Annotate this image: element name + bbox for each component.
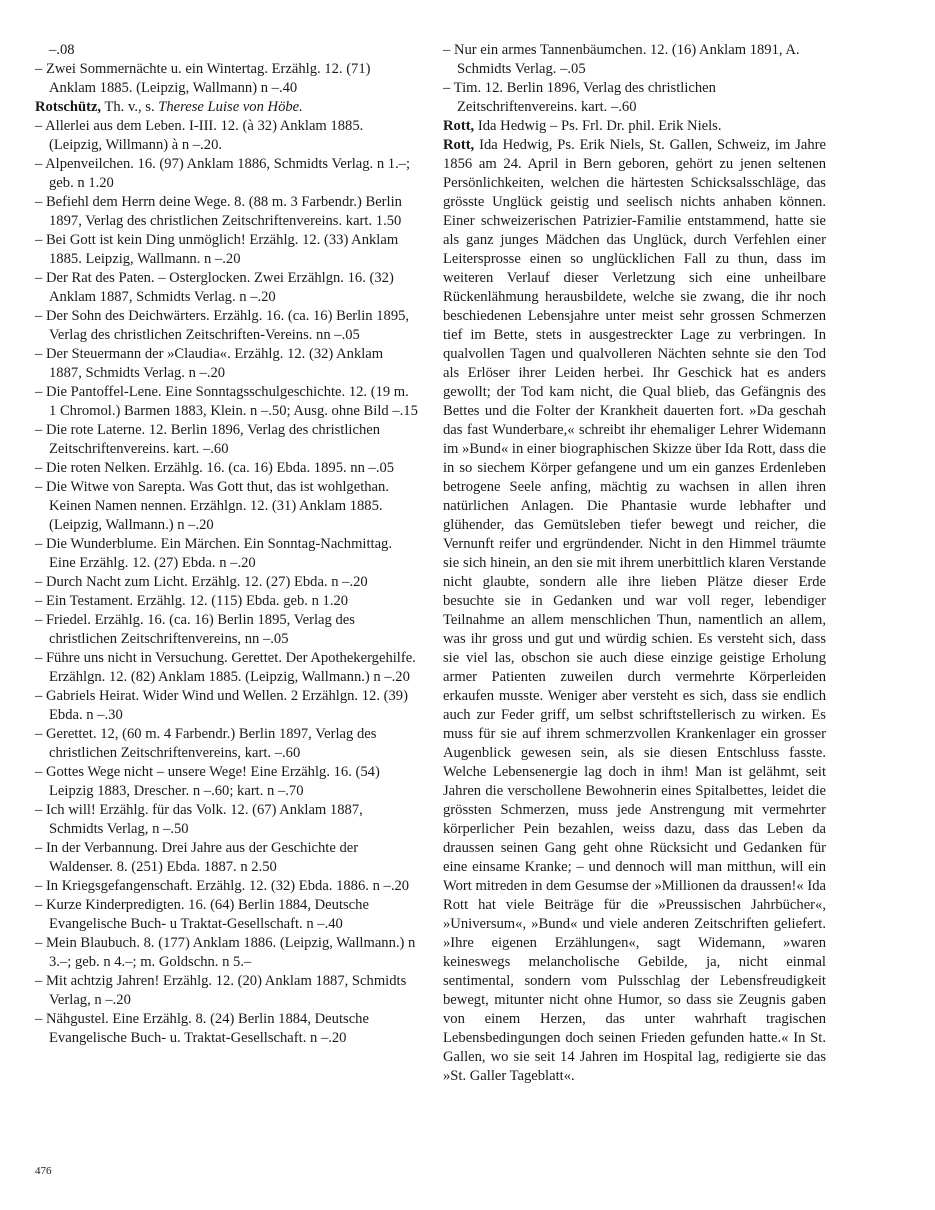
bibliography-entry: – Der Rat des Paten. – Osterglocken. Zwei Erzählgn. 16. (32) Anklam 1887, Schmidts Verlag. n –.20	[35, 270, 394, 305]
bibliography-entry: – Nur ein armes Tannenbäumchen. 12. (16) Anklam 1891, A. Schmidts Verlag. –.05	[443, 42, 800, 77]
bibliography-entry: – Allerlei aus dem Leben. I-III. 12. (à 32) Anklam 1885. (Leipzig, Willmann) à n –.20.	[35, 118, 364, 153]
bibliography-entry: – Bei Gott ist kein Ding unmöglich! Erzählg. 12. (33) Anklam 1885. Leipzig, Wallmann. n –.20	[35, 232, 399, 267]
bibliography-entry: – Nähgustel. Eine Erzählg. 8. (24) Berlin 1884, Deutsche Evangelische Buch- u. Traktat-Gesellschaft. n –.20	[35, 1011, 369, 1046]
bibliography-entry: – Der Steuermann der »Claudia«. Erzählg. 12. (32) Anklam 1887, Schmidts Verlag. n –.20	[35, 346, 384, 381]
bibliography-entry: – Alpenveilchen. 16. (97) Anklam 1886, Schmidts Verlag. n 1.–; geb. n 1.20	[35, 156, 411, 191]
bibliography-entry: – Die Wunderblume. Ein Märchen. Ein Sonntag-Nachmittag. Eine Erzählg. 12. (27) Ebda. n –.20	[35, 536, 393, 571]
bibliography-entry: – Kurze Kinderpredigten. 16. (64) Berlin 1884, Deutsche Evangelische Buch- u Traktat-Gesellschaft. n –.40	[35, 897, 369, 932]
author-rest: Ida Hedwig – Ps. Frl. Dr. phil. Erik Niels.	[474, 118, 722, 134]
right-column	[443, 41, 826, 1086]
left-column	[35, 41, 419, 1048]
bibliography-entry: – Die Witwe von Sarepta. Was Gott thut, das ist wohlgethan. Keinen Namen nennen. Erzählgn. 12. (31) Anklam 1885. (Leipzig, Wallmann.) n –.20	[35, 479, 389, 533]
author-name: Rotschütz,	[35, 99, 102, 115]
entry-list-b	[35, 117, 419, 1048]
bibliography-entry: – Zwei Sommernächte u. ein Wintertag. Erzählg. 12. (71) Anklam 1885. (Leipzig, Wallmann) n –.40	[35, 61, 371, 96]
bibliography-entry: – Gabriels Heirat. Wider Wind und Wellen. 2 Erzählgn. 12. (39) Ebda. n –.30	[35, 688, 408, 723]
bibliography-entry: – Mit achtzig Jahren! Erzählg. 12. (20) Anklam 1887, Schmidts Verlag, n –.20	[35, 973, 407, 1008]
author-name: Rott,	[443, 137, 475, 153]
bibliography-entry: – Friedel. Erzählg. 16. (ca. 16) Berlin 1895, Verlag des christlichen Zeitschriftenvereins, nn –.05	[35, 612, 355, 647]
bibliography-entry: – Ich will! Erzählg. für das Volk. 12. (67) Anklam 1887, Schmidts Verlag, n –.50	[35, 802, 363, 837]
bibliography-entry: – Befiehl dem Herrn deine Wege. 8. (88 m. 3 Farbendr.) Berlin 1897, Verlag des christlichen Zeitschriftenvereins. kart. 1.50	[35, 194, 402, 229]
bibliography-entry: – Führe uns nicht in Versuchung. Gerettet. Der Apothekergehilfe. Erzählgn. 12. (82) Anklam 1885. (Leipzig, Wallmann.) n –.20	[35, 650, 416, 685]
bibliography-entry: – Der Sohn des Deichwärters. Erzählg. 16. (ca. 16) Berlin 1895, Verlag des christlichen Zeitschriften-Vereins. nn –.05	[35, 308, 410, 343]
author-biography	[443, 136, 826, 1086]
entry-list-c	[443, 41, 826, 117]
entry-list-a	[35, 60, 419, 98]
author-heading	[443, 117, 826, 136]
bibliography-entry: – In Kriegsgefangenschaft. Erzählg. 12. (32) Ebda. 1886. n –.20	[35, 878, 410, 894]
bibliography-entry: – In der Verbannung. Drei Jahre aus der Geschichte der Waldenser. 8. (251) Ebda. 1887. n 2.50	[35, 840, 359, 875]
bibliography-entry: – Ein Testament. Erzählg. 12. (115) Ebda. geb. n 1.20	[35, 593, 349, 609]
bibliography-entry: – Die roten Nelken. Erzählg. 16. (ca. 16) Ebda. 1895. nn –.05	[35, 460, 395, 476]
bibliography-entry: – Die Pantoffel-Lene. Eine Sonntagsschulgeschichte. 12. (19 m. 1 Chromol.) Barmen 1883, Klein. n –.50; Ausg. ohne Bild –.15	[35, 384, 418, 419]
author-reference: Therese Luise von Höbe.	[158, 99, 303, 115]
bibliography-entry: – Gottes Wege nicht – unsere Wege! Eine Erzählg. 16. (54) Leipzig 1883, Drescher. n –.60; kart. n –.70	[35, 764, 380, 799]
author-rest: Th. v., s.	[101, 99, 159, 115]
bibliography-entry: – Durch Nacht zum Licht. Erzählg. 12. (27) Ebda. n –.20	[35, 574, 368, 590]
biography-text: Ida Hedwig, Ps. Erik Niels, St. Gallen, Schweiz, im Jahre 1856 am 24. April in Bern geboren, gehört zu jenen seltenen Persönlichkeiten, welchen die härtesten Schicksalsschläge, das grösste Unglück geistig und seelisch nichts anhaben können. Einer schweizerischen Patrizier-Familie entstammend, hatte sie als ganz junges Mädchen das Unglück, durch Verfehlen einer Leitersprosse einen so unglücklichen Fall zu thun, dass im weiteren Verlauf dieser Verletzung sich eine unheilbare Rückenlähmung herausbildete, welche sie zwang, die ihr noch beschiedenen Lebensjahre unter meist sehr grossen Schmerzen tief im Bette, stets in ausgestreckter Lage zu verbringen. In qualvollen Tagen und qualvolleren Nächten sehnte sie den Tod als Erlöser ihrer Leiden herbei. Ihr Geschick hat es anders gewollt; der Tod kam nicht, die Qual blieb, das Gefängnis des Bettes und die Folter der Krankheit dauerten fort. »Da geschah das fast Wunderbare,« schreibt ihr ehemaliger Lehrer Widemann im »Bund« in einer biographischen Skizze über Ida Rott, dass die in so siechem Körper gefangene und um ein ganzes Erdenleben betrogene Seele anfing, mächtig zu wachsen in allen ihren natürlichen Anlagen. Die Phantasie wurde lebhafter und glühender, das Gemütsleben tiefer bewegt und reicher, die Vernunft reifer und ergründender. Nicht in den Himmel träumte sie sich hinein, an den sie mit ihrem unerbittlich klaren Verstande nicht glaubte, sondern alle ihre lieben Plätze dieser Erde besuchte sie in Gedanken und war voll reger, lebendiger Teilnahme an allem menschlichen Thun, namentlich an allem, was ihr gross und gut und würdig schien. Es versteht sich, dass sie viel las, obschon sie auch diese einzige geistige Erholung armer Patienten zuweilen durch vermehrte Körperleiden erkaufen musste. Weniger aber versteht es sich, dass sie endlich auch zur Feder griff, um selbst schriftstellerisch zu wirken. Es muss für sie auf ihrem schmerzvollen Krankenlager ein grosser Augenblick gewesen sein, als sie diesen Entschluss fasste. Welche Lebensenergie lag doch in ihm! Man ist gelähmt, seit Jahren die verschollene Bewohnerin eines Spitalbettes, leidet die grössten Schmerzen, muss jede Anstrengung mit vermehrter körperlicher Pein bezahlen, weiss dazu, dass das Leben da draussen seinen Gang geht ohne Rücksicht und Gedanken für eine einsame Kranke; – und dennoch will man mitthun, will ein Wort mitreden in dem Gesumse der »Millionen da draussen!« Ida Rott hat viele Beiträge für die »Preussischen Jahrbücher«, »Universum«, »Bund« und viele anderen Zeitschriften geliefert. »Ihre eigenen Erzählungen«, sagt Widemann, »waren keineswegs melancholische Gebilde, ja, nicht einmal sentimental, sondern vom Pulsschlag der Lebensfreudigkeit bewegt, mitunter nicht ohne Humor, so dass sie Zeugnis gaben von einem Herzen, das unter wahrhaft tragischen Lebensbedingungen doch seinen Frieden gefunden hatte.« In St. Gallen, wo sie seit 14 Jahren im Hospital lag, redigierte sie das »St. Galler Tageblatt«.	[443, 137, 827, 1084]
bibliography-entry: – Tim. 12. Berlin 1896, Verlag des christlichen Zeitschriftenvereins. kart. –.60	[443, 80, 716, 115]
page-number: 476	[35, 1165, 52, 1177]
bibliography-entry: – Die rote Laterne. 12. Berlin 1896, Verlag des christlichen Zeitschriftenvereins. kart. –.60	[35, 422, 381, 457]
author-name: Rott,	[443, 118, 475, 134]
bibliography-entry: – Gerettet. 12, (60 m. 4 Farbendr.) Berlin 1897, Verlag des christlichen Zeitschriftenvereins, kart. –.60	[35, 726, 377, 761]
bibliography-entry: – Mein Blaubuch. 8. (177) Anklam 1886. (Leipzig, Wallmann.) n 3.–; geb. n 4.–; m. Goldschn. n 5.–	[35, 935, 416, 970]
continuation-line: –.08	[49, 42, 75, 58]
author-heading	[35, 98, 419, 117]
